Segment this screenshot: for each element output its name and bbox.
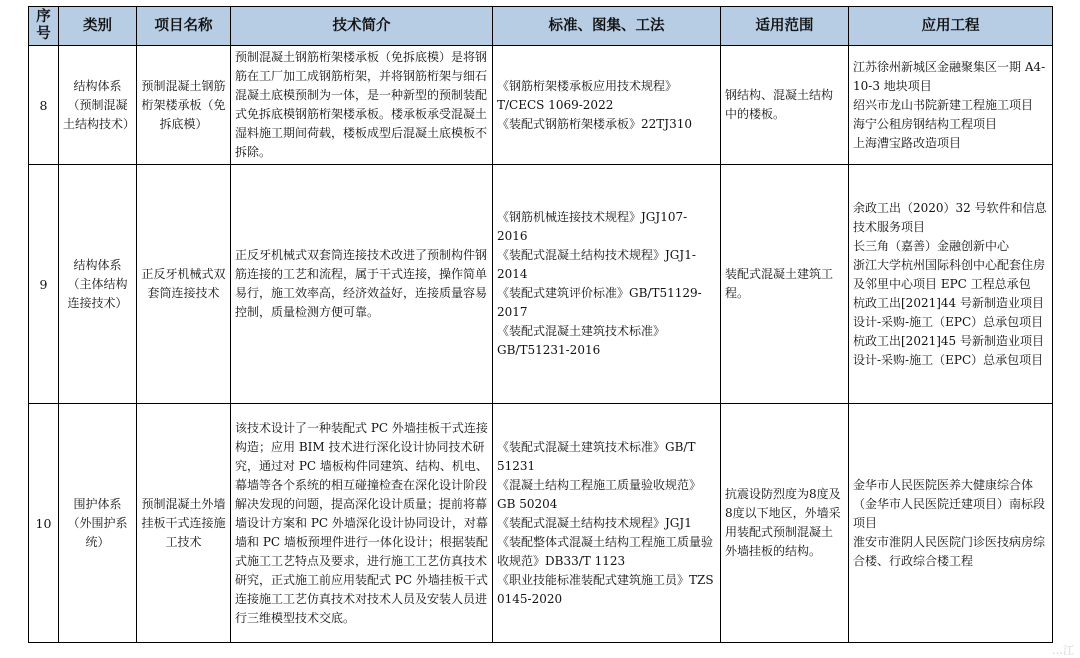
standard-item: 《混凝土结构工程施工质量验收规范》GB 50204 [497, 477, 702, 511]
standards-table [28, 6, 1053, 643]
header-projects: 应用工程 [849, 7, 1053, 46]
standard-item: 《装配式钢筋桁架楼承板》22TJ310 [497, 116, 692, 131]
row-standards [493, 165, 721, 404]
row-tech-intro: 该技术设计了一种装配式 PC 外墙挂板干式连接构造；应用 BIM 技术进行深化设计协同技术研究，通过对 PC 墙板构件同建筑、结构、机电、幕墙等各个系统的相互碰撞检查在深化设计阶段解决发现的问题，提高深化设计质量；提前将幕墙设计方案和 PC 外墙深化设计协同设计，对幕墙和 PC 墙板预埋件进行一体化设计；根据装配式施工工艺特点及要求，进行施工工艺仿真技术研究，正式施工前应用装配式 PC 外墙挂板干式连接施工工艺仿真技术对技术人员及安装人员进行三维模型技术交底。 [231, 404, 493, 643]
row-category: 结构体系（主体结构连接技术） [59, 165, 137, 404]
header-scope: 适用范围 [721, 7, 849, 46]
row-scope: 装配式混凝土建筑工程。 [721, 165, 849, 404]
project-item: 长三角（嘉善）金融创新中心 [853, 238, 1010, 253]
standard-item: 《装配式建筑评价标准》GB/T51129-2017 [497, 286, 702, 319]
row-projects [849, 46, 1053, 165]
table-row [29, 46, 1053, 165]
header-standards: 标准、图集、工法 [493, 7, 721, 46]
project-item: 金华市人民医院医养大健康综合体（金华市人民医院迁建项目）南标段项目 [853, 477, 1046, 530]
row-standards [493, 46, 721, 165]
header-row [29, 7, 1053, 46]
row-scope: 抗震设防烈度为8度及8度以下地区，外墙采用装配式预制混凝土外墙挂板的结构。 [721, 404, 849, 643]
table-row [29, 165, 1053, 404]
project-item: 上海漕宝路改造项目 [853, 135, 962, 150]
project-item: 杭政工出[2021]45 号新制造业项目设计-采购-施工（EPC）总承包项目 [853, 333, 1044, 367]
row-scope: 钢结构、混凝土结构中的楼板。 [721, 46, 849, 165]
header-tech-intro: 技术简介 [231, 7, 493, 46]
standard-item: 《装配整体式混凝土结构工程施工质量验收规范》DB33/T 1123 [497, 534, 714, 568]
row-project-name: 预制混凝土外墙挂板干式连接施工技术 [137, 404, 231, 643]
row-tech-intro: 预制混凝土钢筋桁架楼承板（免拆底模）是将钢筋在工厂加工成钢筋桁架，并将钢筋桁架与细石混凝土底模预制为一体，是一种新型的预制装配式免拆底模钢筋桁架楼承板。楼承板承受混凝土湿料施工期间荷载，楼板成型后混凝土底模板不拆除。 [231, 46, 493, 165]
row-projects [849, 404, 1053, 643]
row-project-name: 预制混凝土钢筋桁架楼承板（免拆底模） [137, 46, 231, 165]
table-row [29, 404, 1053, 643]
standard-item: 《装配式混凝土建筑技术标准》GB/T51231-2016 [497, 324, 666, 357]
project-item: 杭政工出[2021]44 号新制造业项目设计-采购-施工（EPC）总承包项目 [853, 295, 1044, 329]
project-item: 江苏徐州新城区金融聚集区一期 A4-10-3 地块项目 [853, 59, 1046, 93]
project-item: 绍兴市龙山书院新建工程施工项目 [853, 97, 1034, 112]
standard-item: 《装配式混凝土结构技术规程》JGJ1-2014 [497, 248, 696, 281]
row-standards [493, 404, 721, 643]
row-no: 10 [29, 404, 59, 643]
project-item: 浙江大学杭州国际科创中心配套住房及邻里中心项目 EPC 工程总承包 [853, 257, 1046, 291]
standard-item: 《钢筋机械连接技术规程》JGJ107-2016 [497, 210, 688, 243]
row-project-name: 正反牙机械式双套筒连接技术 [137, 165, 231, 404]
row-tech-intro: 正反牙机械式双套筒连接技术改进了预制构件钢筋连接的工艺和流程，属于干式连接，操作简单易行，施工效率高，经济效益好，连接质量容易控制，质量检测方便可靠。 [231, 165, 493, 404]
row-projects [849, 165, 1053, 404]
header-category: 类别 [59, 7, 137, 46]
header-no: 序号 [29, 7, 59, 46]
project-item: 淮安市淮阴人民医院门诊医技病房综合楼、行政综合楼工程 [853, 534, 1046, 568]
standard-item: 《装配式混凝土建筑技术标准》GB/T 51231 [497, 439, 696, 473]
watermark: …江 [1052, 644, 1074, 657]
row-category: 围护体系（外围护系统） [59, 404, 137, 643]
row-no: 8 [29, 46, 59, 165]
row-no: 9 [29, 165, 59, 404]
standard-item: 《装配式混凝土结构技术规程》JGJ1 [497, 515, 692, 530]
standard-item: 《钢筋桁架楼承板应用技术规程》T/CECS 1069-2022 [497, 78, 678, 112]
standard-item: 《职业技能标准装配式建筑施工员》TZS 0145-2020 [497, 572, 714, 606]
row-category: 结构体系（预制混凝土结构技术） [59, 46, 137, 165]
project-item: 余政工出（2020）32 号软件和信息技术服务项目 [853, 200, 1047, 234]
project-item: 海宁公租房钢结构工程项目 [853, 116, 998, 131]
header-project-name: 项目名称 [137, 7, 231, 46]
